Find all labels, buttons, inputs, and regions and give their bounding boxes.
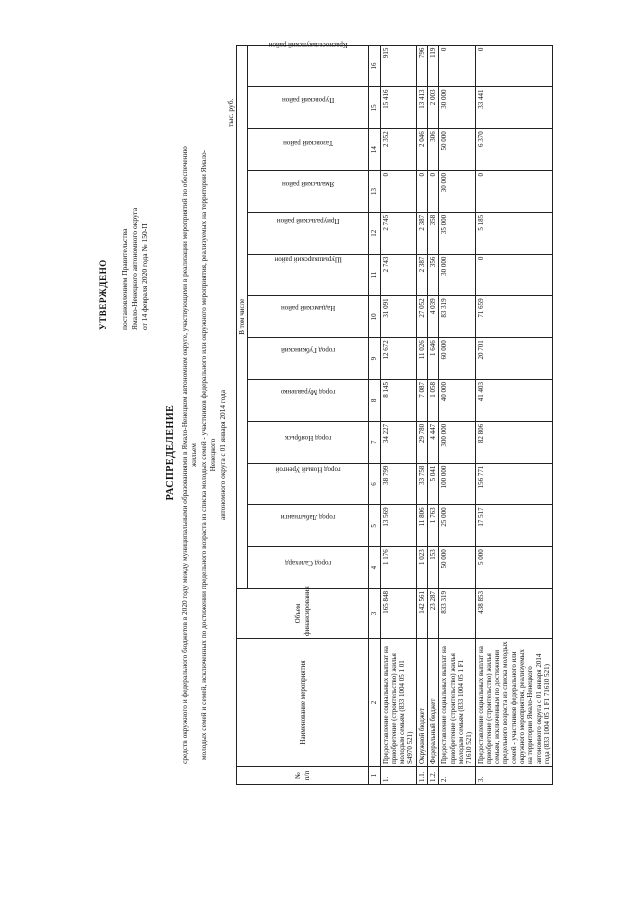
column-number: 14: [369, 129, 380, 171]
table-row: [428, 45, 439, 784]
column-number: 13: [369, 171, 380, 213]
row-name: Предоставление социальных выплат на приобретение (строительство) жилья молодым семьям (833 1004 05 1 01 S4970 521): [380, 639, 416, 767]
municipality-header: город Муравленко: [248, 380, 369, 422]
row-volume: 438 853: [475, 589, 553, 639]
row-value: 30 000: [439, 254, 475, 296]
municipality-header: Пуровский район: [248, 87, 369, 129]
row-value: 915: [380, 45, 416, 87]
row-num: 1.1.: [416, 767, 427, 785]
header-num: № п/п: [237, 767, 369, 785]
municipality-header: Тазовский район: [248, 129, 369, 171]
row-value: 11 026: [416, 338, 427, 380]
row-value: 2 046: [416, 129, 427, 171]
column-number: 6: [369, 463, 380, 505]
row-value: 1 176: [380, 547, 416, 589]
municipality-header: Красноселькупский район: [248, 45, 369, 87]
table-row: [439, 45, 475, 784]
row-name: Федеральный бюджет: [428, 639, 439, 767]
row-value: 2 745: [380, 212, 416, 254]
row-value: 4 447: [428, 421, 439, 463]
row-num: 1.2.: [428, 767, 439, 785]
row-value: 31 091: [380, 296, 416, 338]
row-value: 0: [416, 171, 427, 213]
row-value: 5 000: [475, 547, 553, 589]
column-number: 5: [369, 505, 380, 547]
row-value: 60 000: [439, 338, 475, 380]
column-number: 2: [369, 639, 380, 767]
column-number: 12: [369, 212, 380, 254]
column-number: 8: [369, 380, 380, 422]
municipality-header: город Ноябрьск: [248, 421, 369, 463]
row-value: 1 058: [428, 380, 439, 422]
column-number: 11: [369, 254, 380, 296]
row-value: 30 000: [439, 171, 475, 213]
row-value: 12 672: [380, 338, 416, 380]
approved-stamp: УТВЕРЖДЕНО: [98, 259, 108, 330]
row-value: 2 003: [428, 87, 439, 129]
table-header-row: [237, 45, 248, 784]
row-value: 35 000: [439, 212, 475, 254]
units-label: тыс. руб.: [226, 98, 235, 127]
row-value: 41 403: [475, 380, 553, 422]
row-volume: 23 287: [428, 589, 439, 639]
row-value: 82 806: [475, 421, 553, 463]
resolution-line: Ямало-Ненецкого автономного округа: [130, 207, 139, 330]
row-value: 33 758: [416, 463, 427, 505]
row-value: 13 569: [380, 505, 416, 547]
row-value: 306: [428, 129, 439, 171]
row-value: 300 000: [439, 421, 475, 463]
column-number: 1: [369, 767, 380, 785]
column-number: 16: [369, 45, 380, 87]
header-group: В том числе: [237, 45, 248, 588]
municipality-header: город Губкинский: [248, 338, 369, 380]
row-volume: 165 848: [380, 589, 416, 639]
row-value: 29 780: [416, 421, 427, 463]
row-value: 13 413: [416, 87, 427, 129]
column-number-row: [369, 45, 380, 784]
row-value: 40 000: [439, 380, 475, 422]
row-value: 0: [439, 45, 475, 87]
resolution-line: постановлением Правительства: [120, 228, 129, 330]
subtitle-line: средств окружного и федерального бюджетов в 2020 году между муниципальными образованиями в Ямало-Ненецком автономном округе, участвующими в реализации мероприятий по обеспечению жильем: [180, 146, 199, 764]
row-value: 20 701: [475, 338, 553, 380]
municipality-header: Надымский район: [248, 296, 369, 338]
row-volume: 833 319: [439, 589, 475, 639]
header-name: Наименование мероприятия: [237, 639, 369, 767]
row-value: 1 023: [416, 547, 427, 589]
row-num: 1.: [380, 767, 416, 785]
row-value: 30 000: [439, 87, 475, 129]
row-value: 6 370: [475, 129, 553, 171]
distribution-table: [236, 41, 553, 785]
row-value: 15 416: [380, 87, 416, 129]
row-value: 0: [475, 254, 553, 296]
document-title: РАСПРЕДЕЛЕНИЕ: [165, 404, 176, 501]
column-number: 15: [369, 87, 380, 129]
row-value: 156 771: [475, 463, 553, 505]
row-value: 7 087: [416, 380, 427, 422]
row-name: Предоставление социальных выплат на приобретение (строительство) жилья молодым семьям (833 1004 05 1 F1 71610 521): [439, 639, 475, 767]
row-value: 50 000: [439, 129, 475, 171]
row-value: 17 517: [475, 505, 553, 547]
header-volume: Объем финансирования: [237, 589, 369, 639]
table-row: [416, 45, 427, 784]
row-value: 2 743: [380, 254, 416, 296]
row-value: 2 387: [416, 212, 427, 254]
row-value: 2 352: [380, 129, 416, 171]
row-value: 33 441: [475, 87, 553, 129]
column-number: 9: [369, 338, 380, 380]
row-value: 5 041: [428, 463, 439, 505]
row-value: 0: [380, 171, 416, 213]
row-name: Окружной бюджет: [416, 639, 427, 767]
municipality-header: город Салехард: [248, 547, 369, 589]
row-num: 3.: [475, 767, 553, 785]
row-name: Предоставление социальных выплат на приобретение (строительство) жилья семьям, исключенным по достижении предельного возраста из списка молодых семей - участников федерального или окружного мероприятия, реализуемых на территории Ямало-Ненецкого автономного округа с 01 января 2014 года (833 1004 05 1 F1 71610 521): [475, 639, 553, 767]
row-value: 119: [428, 45, 439, 87]
municipality-header: Приуральский район: [248, 212, 369, 254]
row-value: 71 659: [475, 296, 553, 338]
row-num: 2.: [439, 767, 475, 785]
row-value: 153: [428, 547, 439, 589]
row-value: 11 806: [416, 505, 427, 547]
row-value: 83 319: [439, 296, 475, 338]
table-row: [475, 45, 553, 784]
municipality-header: город Лабытнанги: [248, 505, 369, 547]
resolution-line: от 14 февраля 2020 года № 150-П: [140, 223, 149, 330]
row-value: 25 000: [439, 505, 475, 547]
row-value: 0: [428, 171, 439, 213]
row-value: 358: [428, 212, 439, 254]
subtitle-line: автономного округа с 01 января 2014 года: [217, 389, 227, 521]
municipality-header: Шурышкарский район: [248, 254, 369, 296]
column-number: 10: [369, 296, 380, 338]
row-value: 34 227: [380, 421, 416, 463]
row-value: 50 000: [439, 547, 475, 589]
row-value: 0: [475, 45, 553, 87]
row-value: 100 000: [439, 463, 475, 505]
row-volume: 142 561: [416, 589, 427, 639]
row-value: 4 039: [428, 296, 439, 338]
column-number: 4: [369, 547, 380, 589]
table-row: [380, 45, 416, 784]
row-value: 1 646: [428, 338, 439, 380]
row-value: 1 763: [428, 505, 439, 547]
row-value: 5 185: [475, 212, 553, 254]
subtitle-line: молодых семей и семей, исключенных по достижении предельного возраста из списка молодых семей - участников федерального или окружного мероприятия, реализуемых на территории Ямало-Ненецкого: [198, 149, 218, 761]
municipality-header: Ямальский район: [248, 171, 369, 213]
row-value: 38 799: [380, 463, 416, 505]
row-value: 796: [416, 45, 427, 87]
row-value: 27 052: [416, 296, 427, 338]
row-value: 2 387: [416, 254, 427, 296]
row-value: 0: [475, 171, 553, 213]
row-value: 356: [428, 254, 439, 296]
column-number: 3: [369, 589, 380, 639]
column-number: 7: [369, 421, 380, 463]
municipality-header: город Новый Уренгой: [248, 463, 369, 505]
row-value: 8 145: [380, 380, 416, 422]
document-subtitle: [180, 145, 227, 765]
resolution-reference: [120, 208, 150, 330]
